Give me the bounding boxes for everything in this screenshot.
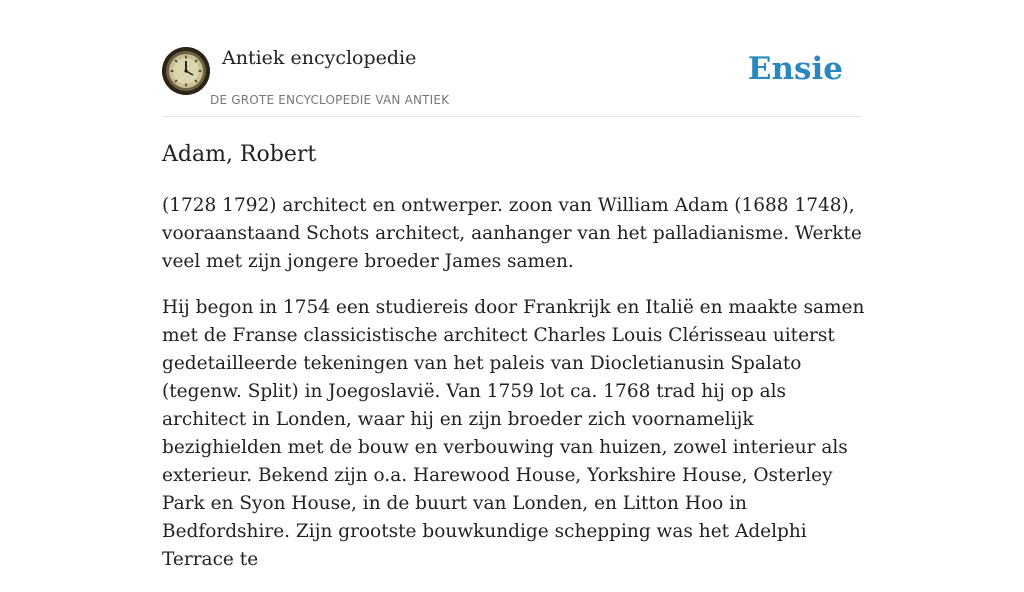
clock-icon[interactable] [162, 47, 210, 95]
article-title: Adam, Robert [162, 142, 317, 167]
brand-logo-link[interactable]: Ensie [747, 51, 843, 87]
site-header [162, 0, 862, 117]
article-paragraph: (1728 1792) architect en ontwerper. zoon van William Adam (1688 1748), vooraanstaand Schots architect, aanhanger van het palladianisme. Werkte veel met zijn jongere broeder James samen. [162, 195, 862, 272]
page-container [162, 0, 865, 570]
article-paragraph: Hij begon in 1754 een studiereis door Frankrijk en Italië en maakte samen met de Franse classicistische architect Charles Louis Clérisseau uiterst gedetailleerde tekeningen van het paleis van Diocletianusin Spalato (tegenw. Split) in Joegoslavië. Van 1759 lot ca. 1768 trad hij op als architect in Londen, waar hij en zijn broeder zich voornamelijk bezighielden met de bouw en verbouwing van huizen, zowel interieur als exterieur. Bekend zijn o.a. Harewood House, Yorkshire House, Osterley Park en Syon House, in de buurt van Londen, en Litton Hoo in Bedfordshire. Zijn grootste bouwkundige schepping was het Adelphi Terrace te [162, 297, 865, 570]
site-subtitle: DE GROTE ENCYCLOPEDIE VAN ANTIEK [210, 93, 450, 107]
article-body [162, 192, 868, 592]
site-title[interactable]: Antiek encyclopedie [222, 47, 417, 69]
